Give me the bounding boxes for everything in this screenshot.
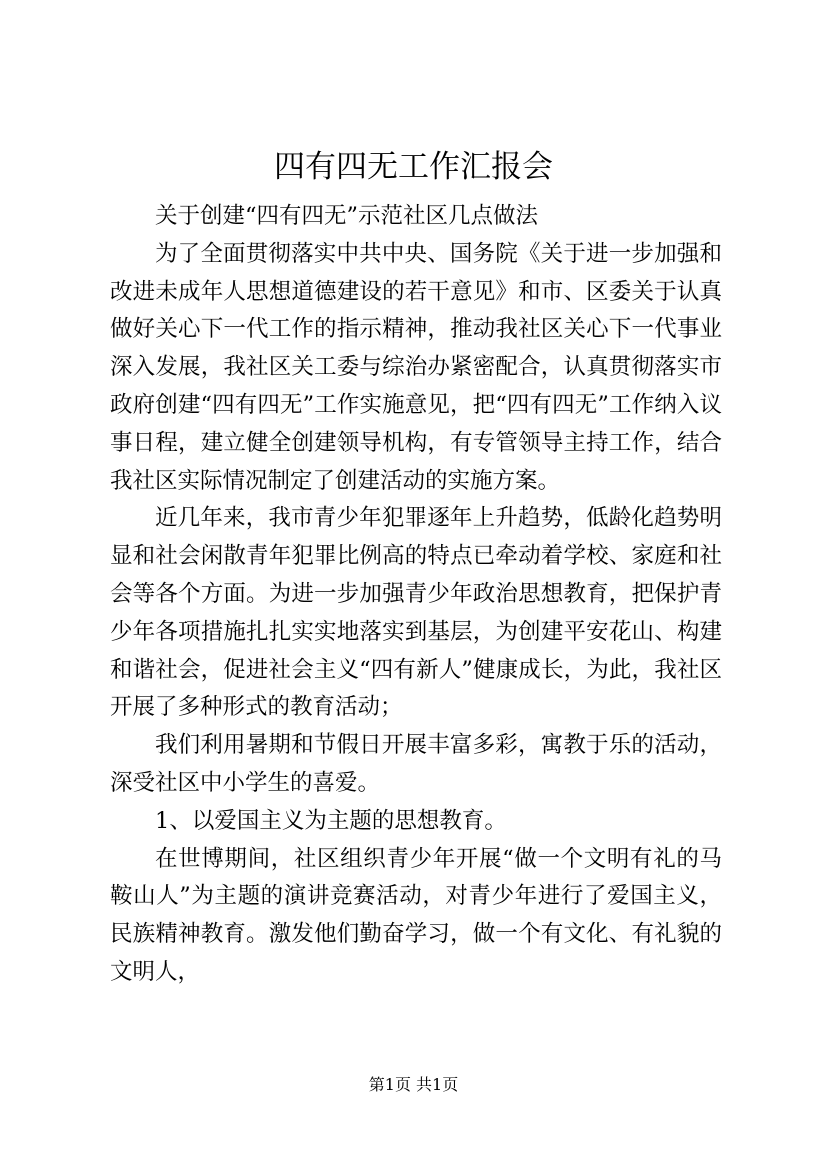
- body-paragraph: 我们利用暑期和节假日开展丰富多彩，寓教于乐的活动，深受社区中小学生的喜爱。: [110, 732, 722, 796]
- document-body: [110, 198, 722, 992]
- section-heading: 1、以爱国主义为主题的思想教育。: [155, 807, 507, 834]
- body-paragraph: 为了全面贯彻落实中共中央、国务院《关于进一步加强和改进未成年人思想道德建设的若干意见》和市、区委关于认真做好关心下一代工作的指示精神，推动我社区关心下一代事业深入发展，我社区关工委与综治办紧密配合，认真贯彻落实市政府创建“四有四无”工作实施意见，把“四有四无”工作纳入议事日程，建立健全创建领导机构，有专管领导主持工作，结合我社区实际情况制定了创建活动的实施方案。: [110, 240, 722, 494]
- body-paragraph: 近几年来，我市青少年犯罪逐年上升趋势，低龄化趋势明显和社会闲散青年犯罪比例高的特点已牵动着学校、家庭和社会等各个方面。为进一步加强青少年政治思想教育，把保护青少年各项措施扎扎实实地落实到基层，为创建平安花山、构建和谐社会，促进社会主义“四有新人”健康成长，为此，我社区开展了多种形式的教育活动；: [110, 505, 722, 721]
- page-number-footer: 第1页 共1页: [368, 1075, 459, 1094]
- subtitle-paragraph: 关于创建“四有四无”示范社区几点做法: [155, 203, 539, 229]
- body-paragraph: 在世博期间，社区组织青少年开展“做一个文明有礼的马鞍山人”为主题的演讲竞赛活动，对青少年进行了爱国主义，民族精神教育。激发他们勤奋学习，做一个有文化、有礼貌的文明人，: [110, 845, 722, 985]
- document-title: 四有四无工作汇报会: [274, 149, 553, 185]
